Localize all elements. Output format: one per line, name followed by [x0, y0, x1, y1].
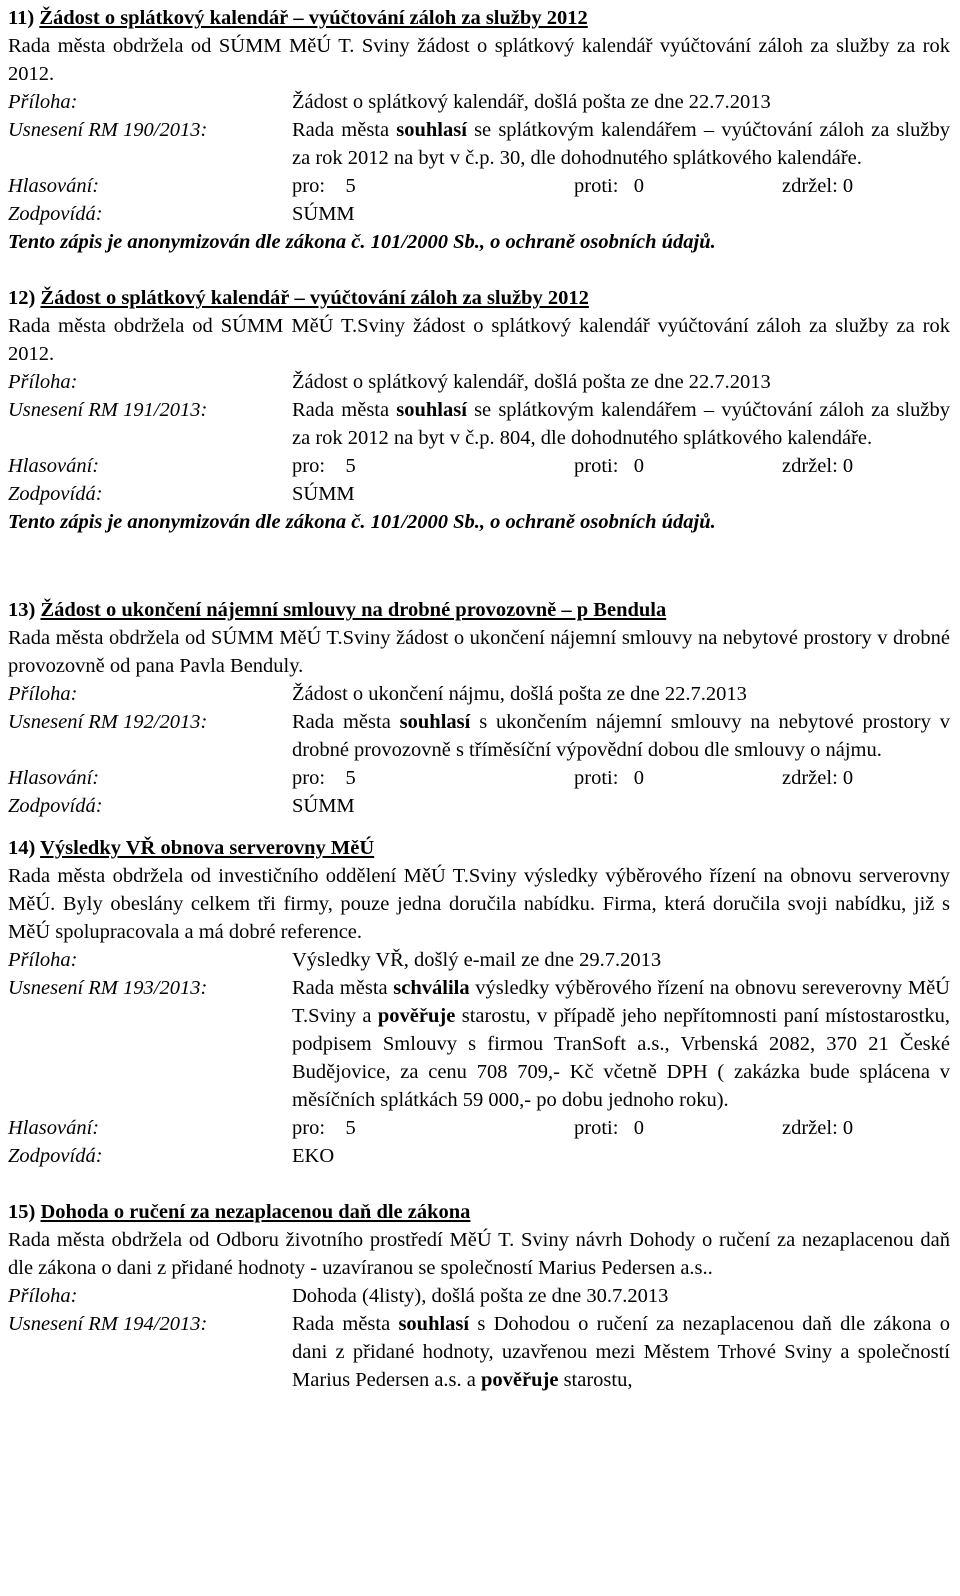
- responsible-row: [8, 200, 950, 228]
- vote-for: pro: 5: [292, 455, 356, 477]
- section-heading: [8, 596, 950, 624]
- responsible-value: SÚMM: [292, 483, 355, 505]
- responsible-label: Zodpovídá:: [8, 483, 103, 505]
- responsible-value: SÚMM: [292, 203, 355, 225]
- agenda-item-11: [8, 4, 950, 256]
- resolution-text: Rada města souhlasí s ukončením nájemní smlouvy na nebytové prostory v drobné provozovně s tříměsíční výpovědní dobou dle smlouvy o nájmu.: [292, 711, 950, 761]
- section-number: 14): [8, 837, 36, 859]
- resolution-row: [8, 116, 950, 172]
- attachment-value: Výsledky VŘ, došlý e-mail ze dne 29.7.2013: [292, 949, 662, 971]
- vote-against: proti: 0: [574, 1117, 645, 1139]
- resolution-text: Rada města souhlasí se splátkovým kalendářem – vyúčtování záloh za služby za rok 2012 na byt v č.p. 804, dle dohodnutého splátkového kalendáře.: [292, 399, 950, 449]
- vote-for: pro: 5: [292, 1117, 356, 1139]
- attachment-value: Žádost o splátkový kalendář, došlá pošta ze dne 22.7.2013: [292, 91, 771, 113]
- attachment-row: [8, 1282, 950, 1310]
- vote-row: [8, 764, 950, 792]
- responsible-value: SÚMM: [292, 795, 355, 817]
- resolution-text: Rada města souhlasí se splátkovým kalendářem – vyúčtování záloh za služby za rok 2012 na byt v č.p. 30, dle dohodnutého splátkového kalendáře.: [292, 119, 950, 169]
- section-heading: [8, 1198, 950, 1226]
- attachment-label: Příloha:: [8, 949, 78, 971]
- section-heading: [8, 284, 950, 312]
- vote-label: Hlasování:: [8, 1117, 100, 1139]
- agenda-item-12: [8, 284, 950, 536]
- attachment-row: [8, 368, 950, 396]
- vote-row: [8, 452, 950, 480]
- vote-label: Hlasování:: [8, 175, 100, 197]
- vote-abstain: zdržel: 0: [782, 767, 854, 789]
- vote-row: [8, 172, 950, 200]
- responsible-row: [8, 792, 950, 820]
- section-number: 13): [8, 599, 36, 621]
- section-intro: Rada města obdržela od investičního oddělení MěÚ T.Sviny výsledky výběrového řízení na obnovu serverovny MěÚ. Byly obeslány celkem tři firmy, pouze jedna doručila nabídku. Firma, která doručila svoji nabídku, již s MěÚ spolupracovala a má dobré reference.: [8, 865, 950, 943]
- responsible-label: Zodpovídá:: [8, 795, 103, 817]
- section-title: Výsledky VŘ obnova serverovny MěÚ: [40, 837, 375, 859]
- vote-against: proti: 0: [574, 767, 645, 789]
- vote-label: Hlasování:: [8, 455, 100, 477]
- attachment-value: Dohoda (4listy), došlá pošta ze dne 30.7.2013: [292, 1285, 669, 1307]
- vote-abstain: zdržel: 0: [782, 175, 854, 197]
- attachment-label: Příloha:: [8, 1285, 78, 1307]
- section-title: Žádost o splátkový kalendář – vyúčtování záloh za služby 2012: [39, 7, 588, 29]
- section-intro: Rada města obdržela od SÚMM MěÚ T. Sviny žádost o splátkový kalendář vyúčtování záloh za služby za rok 2012.: [8, 35, 950, 85]
- section-intro: Rada města obdržela od Odboru životního prostředí MěÚ T. Sviny návrh Dohody o ručení za nezaplacenou daň dle zákona o dani z přidané hodnoty - uzavíranou se společností Marius Pedersen a.s..: [8, 1229, 950, 1279]
- section-heading: [8, 834, 950, 862]
- section-number: 15): [8, 1201, 36, 1223]
- section-intro: Rada města obdržela od SÚMM MěÚ T.Sviny žádost o ukončení nájemní smlouvy na nebytové prostory v drobné provozovně od pana Pavla Benduly.: [8, 627, 950, 677]
- responsible-label: Zodpovídá:: [8, 1145, 103, 1167]
- vote-row: [8, 1114, 950, 1142]
- agenda-item-14: [8, 834, 950, 1170]
- section-title: Žádost o splátkový kalendář – vyúčtování záloh za služby 2012: [40, 287, 589, 309]
- agenda-item-13: [8, 596, 950, 820]
- resolution-text: Rada města schválila výsledky výběrového řízení na obnovu sereverovny MěÚ T.Sviny a pověřuje starostu, v případě jeho nepřítomnosti paní místostarostku, podpisem Smlouvy s firmou TranSoft a.s., Vrbenská 2082, 370 21 České Budějovice, za cenu 708 709,- Kč včetně DPH ( zakázka bude splácena v měsíčních splátkách 59 000,- po dobu jednoho roku).: [292, 977, 950, 1111]
- attachment-label: Příloha:: [8, 683, 78, 705]
- attachment-value: Žádost o splátkový kalendář, došlá pošta ze dne 22.7.2013: [292, 371, 771, 393]
- vote-against: proti: 0: [574, 455, 645, 477]
- attachment-row: [8, 946, 950, 974]
- anonymization-note: Tento zápis je anonymizován dle zákona č. 101/2000 Sb., o ochraně osobních údajů.: [8, 231, 716, 253]
- responsible-row: [8, 1142, 950, 1170]
- responsible-label: Zodpovídá:: [8, 203, 103, 225]
- attachment-row: [8, 88, 950, 116]
- section-title: Žádost o ukončení nájemní smlouvy na drobné provozovně – p Bendula: [40, 599, 667, 621]
- vote-label: Hlasování:: [8, 767, 100, 789]
- anonymization-note: Tento zápis je anonymizován dle zákona č. 101/2000 Sb., o ochraně osobních údajů.: [8, 511, 716, 533]
- attachment-value: Žádost o ukončení nájmu, došlá pošta ze dne 22.7.2013: [292, 683, 747, 705]
- vote-for: pro: 5: [292, 175, 356, 197]
- resolution-row: [8, 708, 950, 764]
- resolution-row: [8, 396, 950, 452]
- section-number: 11): [8, 7, 35, 29]
- vote-abstain: zdržel: 0: [782, 1117, 854, 1139]
- resolution-label: Usnesení RM 190/2013:: [8, 119, 208, 141]
- section-title: Dohoda o ručení za nezaplacenou daň dle zákona: [40, 1201, 471, 1223]
- resolution-label: Usnesení RM 192/2013:: [8, 711, 208, 733]
- vote-against: proti: 0: [574, 175, 645, 197]
- attachment-label: Příloha:: [8, 371, 78, 393]
- vote-abstain: zdržel: 0: [782, 455, 854, 477]
- agenda-item-15: [8, 1198, 950, 1394]
- section-number: 12): [8, 287, 36, 309]
- resolution-label: Usnesení RM 191/2013:: [8, 399, 208, 421]
- resolution-row: [8, 974, 950, 1114]
- attachment-label: Příloha:: [8, 91, 78, 113]
- attachment-row: [8, 680, 950, 708]
- resolution-label: Usnesení RM 194/2013:: [8, 1313, 208, 1335]
- resolution-text: Rada města souhlasí s Dohodou o ručení za nezaplacenou daň dle zákona o dani z přidané hodnoty, uzavřenou mezi Městem Trhové Sviny a společností Marius Pedersen a.s. a pověřuje starostu,: [292, 1313, 950, 1391]
- resolution-label: Usnesení RM 193/2013:: [8, 977, 208, 999]
- responsible-value: EKO: [292, 1145, 335, 1167]
- responsible-row: [8, 480, 950, 508]
- section-heading: [8, 4, 950, 32]
- resolution-row: [8, 1310, 950, 1394]
- vote-for: pro: 5: [292, 767, 356, 789]
- section-intro: Rada města obdržela od SÚMM MěÚ T.Sviny žádost o splátkový kalendář vyúčtování záloh za služby za rok 2012.: [8, 315, 950, 365]
